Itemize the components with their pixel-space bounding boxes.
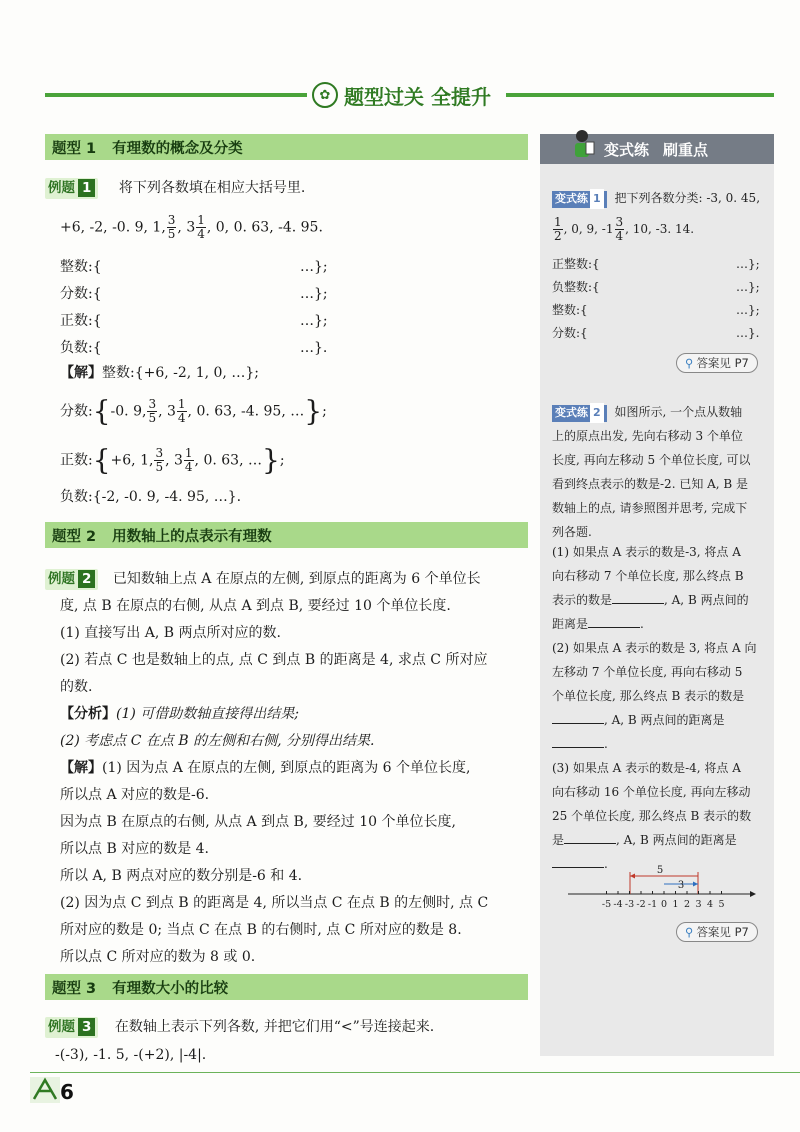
example-3-numbers: -(-3), -1. 5, -(+2), |-4|. (55, 1047, 207, 1063)
variant-2-q1-line-2: 向右移动 7 个单位长度, 那么终点 B (552, 569, 744, 583)
example-2-line-2: 度, 点 B 在原点的右侧, 从点 A 到点 B, 要经过 10 个单位长度. (60, 598, 451, 614)
variant-2-line-1: 变式练 2 如图所示, 一个点从数轴 (552, 402, 742, 422)
header-title: 题型过关 全提升 (344, 84, 491, 109)
variant-2-q1-line-4: 距离是 . (552, 614, 644, 634)
number-line-figure (560, 860, 760, 912)
page-number: 6 (60, 1080, 74, 1104)
tick-label--5: -5 (601, 899, 612, 910)
section-2-bar (45, 522, 528, 548)
student-reading-icon (570, 128, 596, 162)
section-2-number: 题型 2 (52, 528, 97, 545)
example-1-prompt: 将下列各数填在相应大括号里. (118, 180, 306, 196)
tick-label-5: 5 (718, 899, 725, 910)
arrow-label-3: 3 (677, 880, 685, 891)
variant-1-numbers: $\frac{1}{2}$ , 0, 9, -1 $\frac{3}{4}$ , 10, -3. 14. (554, 215, 695, 243)
variant-2-q2-line-2: 左移动 7 个单位长度, 再向右移动 5 (552, 665, 743, 679)
example-2-solution-4: 所以点 B 对应的数是 4. (60, 841, 209, 857)
section-1-title: 有理数的概念及分类 (112, 140, 243, 157)
example-2-solution-2: 所以点 A 对应的数是-6. (60, 787, 210, 803)
variant-2-q1-line-1: (1) 如果点 A 表示的数是-3, 将点 A (552, 545, 741, 559)
example-2-tag: 例题 2 (45, 569, 98, 590)
variant-2-q2-line-4: , A, B 两点间的距离是 (552, 710, 725, 730)
variant-2-tag: 变式练 2 (552, 405, 607, 422)
variant-1-line-1: 变式练 1 把下列各数分类: -3, 0. 45, (552, 188, 760, 208)
section-3-number: 题型 3 (52, 980, 97, 997)
variant-2-line-4: 看到终点表示的数是-2. 已知 A, B 是 (552, 477, 749, 491)
variant-2-line-2: 上的原点出发, 先向右移动 3 个单位 (552, 429, 743, 443)
example-1-header (45, 177, 305, 199)
variant-2-q1-line-3: 表示的数是 , A, B 两点间的 (552, 590, 749, 610)
variant-1-answer-link[interactable]: ⚲ 答案见 P7 (676, 353, 758, 373)
tick-label--3: -3 (624, 899, 635, 910)
publisher-logo-icon (30, 1077, 60, 1103)
example-2-solution-8: 所以点 C 所对应的数为 8 或 0. (60, 949, 256, 965)
number-line-arrowhead (750, 891, 756, 897)
variant-2-q2-line-3: 个单位长度, 那么终点 B 表示的数是 (552, 689, 745, 703)
answer-blank[interactable] (552, 734, 604, 748)
header-rule-left (45, 93, 307, 97)
footer-rule (30, 1072, 800, 1073)
variant-2-line-6: 列各题. (552, 525, 592, 539)
example-2-question-2-end: 的数. (60, 679, 93, 695)
variant-2-q2-line-1: (2) 如果点 A 表示的数是 3, 将点 A 向 (552, 641, 757, 655)
blank-negatives: 负数:{ …}. (60, 340, 328, 356)
example-2-solution-1: 【解】(1) 因为点 A 在原点的左侧, 到原点的距离为 6 个单位长度, (60, 760, 471, 776)
tick-label-4: 4 (706, 899, 714, 910)
example-2-solution-6: (2) 因为点 C 到点 B 的距离是 4, 所以当点 C 在点 B 的左侧时, 点 C (60, 895, 489, 911)
example-1-solution-integers: 【解】整数:{+6, -2, 1, 0, …}; (60, 365, 259, 381)
variant-1-blank-int: 整数:{ …}; (552, 303, 760, 317)
variant-1-blank-neg-int: 负整数:{ …}; (552, 280, 760, 294)
example-2-solution-5: 所以 A, B 两点对应的数分别是-6 和 4. (60, 868, 303, 884)
key-icon: ⚲ (685, 356, 694, 370)
blank-positives: 正数:{ …}; (60, 313, 328, 329)
section-3-title: 有理数大小的比较 (112, 980, 229, 997)
tick-label-2: 2 (683, 899, 691, 910)
tick-label--1: -1 (647, 899, 658, 910)
key-icon: ⚲ (685, 925, 694, 939)
variant-2-q3-line-1: (3) 如果点 A 表示的数是-4, 将点 A (552, 761, 741, 775)
variant-1-blank-frac: 分数:{ …}. (552, 326, 760, 340)
tick-label-0: 0 (660, 899, 668, 910)
variant-2-q3-line-5: . (552, 854, 608, 874)
example-3-header (45, 1016, 434, 1038)
variant-2-answer-link[interactable]: ⚲ 答案见 P7 (676, 922, 758, 942)
example-1-solution-fractions: 分数:{-0. 9, $\frac{3}{5}$ , 3 $\frac{1}{4}$ , 0. 63, -4. 95, …}; (60, 394, 327, 428)
section-3-bar (45, 974, 528, 1000)
answer-blank[interactable] (552, 710, 604, 724)
answer-blank[interactable] (564, 830, 616, 844)
example-2-solution-3: 因为点 B 在原点的右侧, 从点 A 到点 B, 要经过 10 个单位长度, (60, 814, 456, 830)
example-1-numbers: +6, -2, -0. 9, 1, $\frac{3}{5}$ , 3 $\frac{1}{4}$ , 0, 0. 63, -4. 95. (60, 213, 323, 241)
variant-1-tag: 变式练 1 (552, 191, 607, 208)
example-3-prompt: 在数轴上表示下列各数, 并把它们用“<”号连接起来. (114, 1019, 435, 1035)
example-2-analysis-2: (2) 考虑点 C 在点 B 的左侧和右侧, 分别得出结果. (60, 733, 375, 749)
answer-blank[interactable] (588, 614, 640, 628)
header-emblem-icon: ✿ (312, 82, 338, 108)
blank-integers: 整数:{ …}; (60, 259, 328, 275)
header-title-block (312, 80, 502, 110)
example-2-solution-7: 所对应的数是 0; 当点 C 在点 B 的右侧时, 点 C 所对应的数是 8. (60, 922, 462, 938)
example-1-solution-negatives: 负数:{-2, -0. 9, -4. 95, …}. (60, 489, 242, 505)
variant-2-q3-line-2: 向右移动 16 个单位长度, 再向左移动 (552, 785, 751, 799)
example-1-solution-positives: 正数:{+6, 1, $\frac{3}{5}$ , 3 $\frac{1}{4}$ , 0. 63, …}; (60, 443, 285, 477)
tick-label-1: 1 (672, 899, 679, 910)
panel-title-1: 变式练 (604, 140, 650, 159)
example-2-question-2: (2) 若点 C 也是数轴上的点, 点 C 到点 B 的距离是 4, 求点 C 所对应 (60, 652, 488, 668)
section-1-number: 题型 1 (52, 140, 97, 157)
example-2-analysis-1: 【分析】(1) 可借助数轴直接得出结果; (60, 706, 299, 722)
example-2-line-1: 例题 2 已知数轴上点 A 在原点的左侧, 到原点的距离为 6 个单位长 (45, 568, 481, 590)
header-rule-right (506, 93, 774, 97)
panel-title-2: 刷重点 (663, 140, 709, 159)
variant-2-line-5: 数轴上的点, 请参照图并思考, 完成下 (552, 501, 748, 515)
variant-2-q2-line-5: . (552, 734, 608, 754)
example-1-tag: 例题 1 (45, 178, 98, 199)
answer-blank[interactable] (612, 590, 664, 604)
arrow-right-3-head (693, 882, 698, 887)
tick-label--4: -4 (613, 899, 623, 910)
practice-panel (540, 134, 774, 1056)
blank-fractions: 分数:{ …}; (60, 286, 328, 302)
tick-label--2: -2 (636, 899, 646, 910)
section-1-bar (45, 134, 528, 160)
example-3-tag: 例题 3 (45, 1017, 98, 1038)
arrow-label-5: 5 (656, 865, 664, 876)
section-2-title: 用数轴上的点表示有理数 (112, 528, 272, 545)
variant-1-blank-pos-int: 正整数:{ …}; (552, 257, 760, 271)
variant-2-q3-line-4: 是 , A, B 两点间的距离是 (552, 830, 737, 850)
arrow-left-5-head (630, 874, 635, 879)
variant-2-line-3: 长度, 再向左移动 5 个单位长度, 可以 (552, 453, 751, 467)
variant-2-q3-line-3: 25 个单位长度, 那么终点 B 表示的数 (552, 809, 752, 823)
example-2-question-1: (1) 直接写出 A, B 两点所对应的数. (60, 625, 281, 641)
tick-label-3: 3 (695, 899, 702, 910)
